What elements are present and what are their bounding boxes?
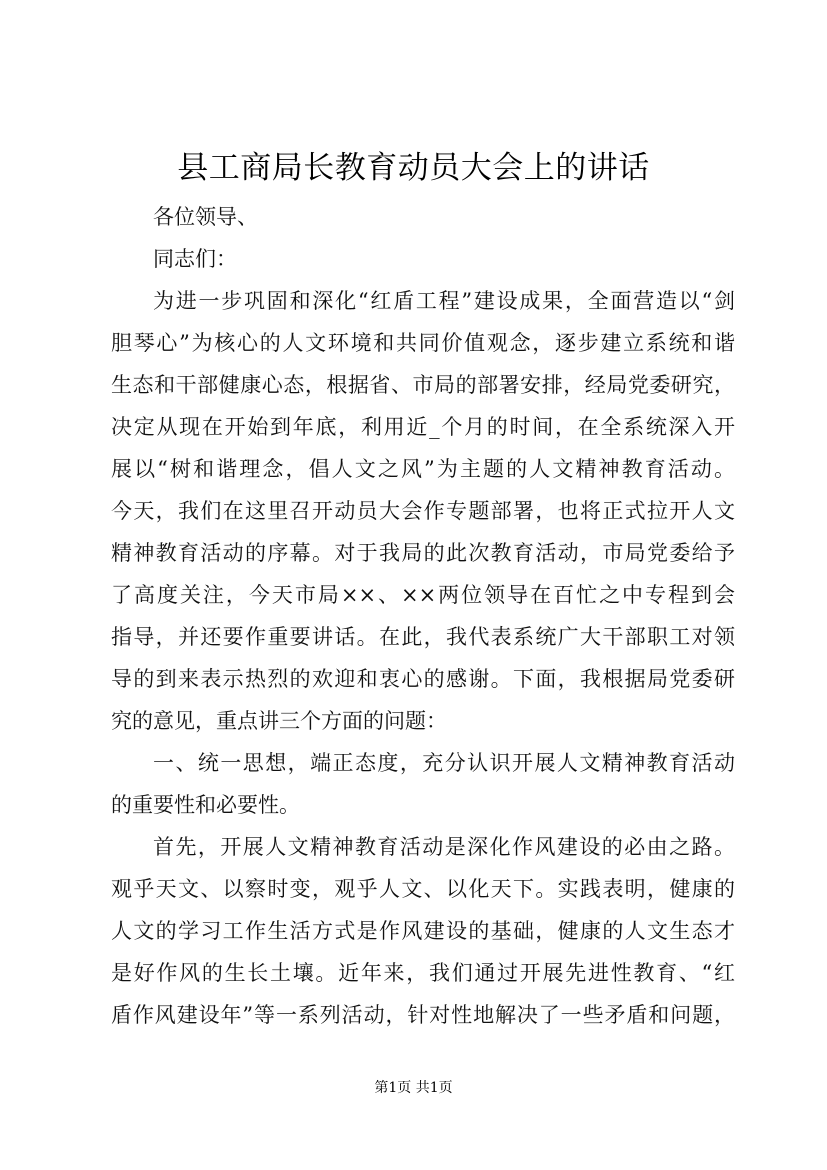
salutation-line: 同志们：	[153, 247, 237, 271]
section-heading-line: 一、统一思想，端正态度，充分认识开展人文精神教育活动	[153, 751, 735, 775]
paragraph-line: 观乎天文、以察时变，观乎人文、以化天下。实践表明，健康的	[111, 877, 735, 901]
paragraph-line: 了高度关注，今天市局××、××两位领导在百忙之中专程到会	[111, 583, 735, 607]
paragraph-line: 精神教育活动的序幕。对于我局的此次教育活动，市局党委给予	[111, 541, 735, 565]
paragraph-line: 决定从现在开始到年底，利用近_个月的时间，在全系统深入开	[111, 415, 735, 439]
salutation-line: 各位领导、	[153, 205, 258, 229]
paragraph-line: 今天，我们在这里召开动员大会作专题部署，也将正式拉开人文	[111, 499, 735, 523]
paragraph-line: 是好作风的生长土壤。近年来，我们通过开展先进性教育、“红	[111, 961, 735, 985]
paragraph-line: 生态和干部健康心态，根据省、市局的部署安排，经局党委研究，	[111, 373, 735, 397]
document-title: 县工商局长教育动员大会上的讲话	[177, 150, 650, 186]
section-heading-line: 的重要性和必要性。	[111, 793, 300, 817]
page-footer: 第1页 共1页	[374, 1080, 453, 1096]
paragraph-line: 指导，并还要作重要讲话。在此，我代表系统广大干部职工对领	[111, 625, 735, 649]
paragraph-line: 导的到来表示热烈的欢迎和衷心的感谢。下面，我根据局党委研	[111, 667, 735, 691]
document-body	[111, 196, 735, 1036]
paragraph-line: 首先，开展人文精神教育活动是深化作风建设的必由之路。	[153, 835, 735, 859]
paragraph-line: 为进一步巩固和深化“红盾工程”建设成果，全面营造以“剑	[153, 289, 735, 313]
paragraph-line: 究的意见，重点讲三个方面的问题：	[111, 709, 447, 733]
paragraph-line: 展以“树和谐理念，倡人文之风”为主题的人文精神教育活动。	[111, 457, 735, 481]
paragraph-line: 盾作风建设年”等一系列活动，针对性地解决了一些矛盾和问题，	[111, 1003, 735, 1027]
paragraph-line: 胆琴心”为核心的人文环境和共同价值观念，逐步建立系统和谐	[111, 331, 735, 355]
paragraph-line: 人文的学习工作生活方式是作风建设的基础，健康的人文生态才	[111, 919, 735, 943]
